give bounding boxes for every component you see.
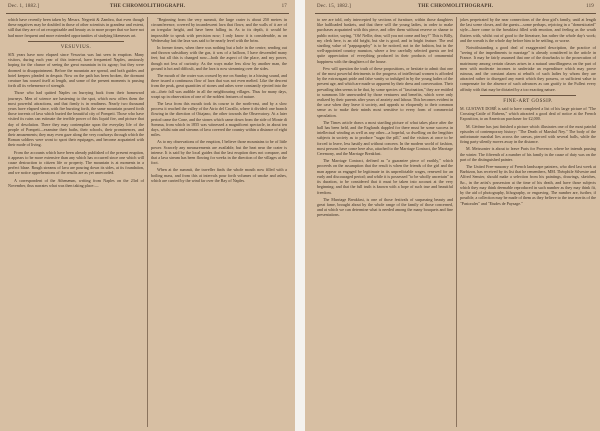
section-divider <box>28 41 124 42</box>
journal-title: THE CHROMOLITHOGRAPH. <box>109 4 186 9</box>
page-number: 119 <box>586 4 594 9</box>
paragraph: "Beginning from the very summit, the large crater is about 250 metres in circumference, covered by incandescent lava that flows; and the walls of it are of an irregular height, and have been falling in. As to its depth, it would be impossible to speak with precision now; I only know it is considerable, as on Wednesday last the lava was said to be nearly level with the brim. <box>151 17 287 43</box>
paragraph: which have recently been taken by Messrs. Negretti & Zambra, that even though these negatives may be doubled in those of other scientists in grandeur and extent, still that they are of art recognizable and beauty as to more proper that we have not had more frequent and more extended opportunities of studying likenesses art. <box>8 17 144 38</box>
paragraph: M. Gérôme has just finished a picture which illustrates one of the most painful episodes of contemporary history: "The Death of Marshal Ney." The body of the unfortunate marshal lies across the canvas, pierced with several balls, while the firing party silently moves away in the distance. <box>460 123 596 145</box>
paragraph: From the accounts which have been already published of the present eruption, it appears to be more extensive than any which has occurred since one which will cause destruction to citizen life or property. The mountain is at moments in a perfect blaze. Rough streams of lava are pouring down its sides, at its foundation, and we notice apprehensions of the results are as yet unrecorded. <box>8 149 144 176</box>
issue-date: Dec. 15, 1882.] <box>317 4 351 9</box>
page-number: 17 <box>281 4 287 9</box>
section-divider <box>480 95 576 96</box>
section-heading: VESUVIUS. <box>60 44 92 50</box>
left-page <box>0 0 295 431</box>
text-column-2 <box>151 17 287 427</box>
paragraph: The United Free-masonry of French landscape painters, who died last week at Barbizon, has received by its list that he remembers, MM. Théophile Silvestre and Alfred Sensier, should make a selection from his paintings, drawings, sketches, &c., in the artist's possession at the time of his death, and have those subjects which they may think deemable reproduced in such number as they may think fit, by the aid of photography, lithography, or engraving. The number are, further, if possible, a collection may be made of them as they believe to the true merits of the "Pastorales" and "Etudes de Paysage." <box>460 164 596 206</box>
paragraph: jokes perpetrated by the near connections of the dear girl's family, until at length the last scene closes, and the guests—some perhaps, rejoicing in a "domesticated" style—have come to the breakfast filled with emotion, and feeling as the wrath flutters with, whilst out of good to the literature, has rather the whole day's work; and the wreath is the whole day before him to be settling, or worse. <box>460 17 596 43</box>
paragraph: M. Meissonier is about to leave Paris for Provence, where he intends passing the winter. The fifteenth of a number of his family in the cause of duty was on the part of the distinguished painter. <box>460 146 596 162</box>
section-heading: FINE-ART GOSSIP. <box>503 98 553 104</box>
text-column-1 <box>8 17 144 427</box>
journal-title: THE CHROMOLITHOGRAPH. <box>417 4 494 9</box>
paragraph: The Marriage Contract, defined as "a guarantee piece of earthly," which proceeds on the assumption that the result is when the friends of the girl and the man appear as engaged be legitimate in its unpredictable wages, renewed for an early and discouraged period; and while it is possessed "to be wholly uncertain" in its duration, to be considered that it must be taken into account at the very beginning; and that the full truth is known with a hope of such true and beautiful freedom. <box>317 158 453 195</box>
paragraph: In former times, when there was nothing but a hole in the centre, sending out and thrown subsidiary with the gas, it was of a balloon, I have descended many feet; but all this is changed now—both the aspect of the place, and my power, though not less of curiosity. As the ways make less slow by another man, the ground is hot and difficult, and the lava is now streaming over the sides. <box>151 45 287 71</box>
right-page <box>305 0 600 431</box>
paragraph: The lava from this mouth took its course to the north-east, and by a slow process it reached the valley of the Atrio del Cavallo, where it divided: one branch flowing in the direction of Ottajano, the other towards the Observatory. At a later period came the Cone, and the stones which came down from the side of Monte di Somma, from which in 1855 was witnessed a magnificent spectacle, in about ten days, whilst rain and streams of lava covered the country within a distance of eight miles. <box>151 101 287 138</box>
paragraph: The Times article draws a most startling picture of what takes place after the ball has been held, and the Englands dappled for there must be some success in intellectual winding as well as any other—a hopeful, so dwelling on the lengthier subjects in society as to produce "sugar the pill," and the visitors at once to be forced to leave, less hastily and without concern. In the modern world of fashion, most persons have come here also, attached to the Marriage Contract, the Marriage Ceremony, and the Marriage Breakfast. <box>317 119 453 157</box>
header-rule <box>6 13 289 14</box>
paragraph: to see are told, only intercepted by sections of furniture, within those daughters like halfloaded baskets, and that there will the young ladies, in order to make purchases acquainted with this piece, and offer them without reserve or shame to public notice, saying, "Oh! Nellie, dear, will you not come and buy?" This is Billy, my clerk here, is an old bright, but she is good, and in bright feature. The real startling value of "pappagraphy" is to be noticed, not in the fashion, but in the well-appointed country mansion, where a few carefully selected guests are fed quite appreciation of everything produced in their products of ornamental happiness with the daughters of the house. <box>317 17 453 64</box>
column-divider <box>147 17 148 427</box>
column-divider <box>456 17 457 427</box>
paragraph: A correspondent of the Athenæum, writing from Naples on the 23rd of November, thus narrates what was then taking place:— <box>8 177 144 188</box>
paragraph: SIX years have now elapsed since Vesuvius was last seen in eruption. Many visitors, during each year of this interval, have frequented Naples, anxiously hoping for the chance of seeing the great mountain in its agony; but they were doomed to disappointment. Before the mountain are spread, and both guides and hotel keepers pleaded in despair. Now on the path has been broken, the dormant creature has roused itself at length, and some of the present moments is passing forth all its vehemence of strength. <box>8 52 144 89</box>
issue-date: Dec. 1, 1882.] <box>8 4 40 9</box>
paragraph: M. GUSTAVE DORÉ is said to have completed a list of his large picture of "The Crossing-Cattle of Rubens," which attracted a good deal of notice at the French Exposition, to an American purchaser for £2,000. <box>460 106 596 122</box>
text-column-1 <box>317 17 453 427</box>
paragraph: As to my observations of the eruption, I believe those mountains to be of little power. Scarcely any measurements are available, but the heat near the crater is intense. It is said by the local guides that the last eruption does not compare, and that a lava stream has been flowing for weeks in the direction of the villages at the foot. <box>151 139 287 166</box>
paragraph: Those who had quitted Naples on hurrying back from their homeward journeys. Men of science are hastening to the spot, which now offers them the most powerful attractions, and that firmly is in readiness. Nearly two thousand years have elapsed since, with fire bursting forth, the same mountain poured forth those torrents of lava which buried the beautiful city of Pompeii. Those who have visited its ruins can estimate the terrible power of this liquid fire, and picture that day of desolation. There they may contemplate upon the everyday life of the people of Pompeii—examine their baths, their schools, their prominences, and their amusements; they may even gaze along the very roadways through which the Roman soldiers were wont to sport their equipages, and become acquainted with their mode of living. <box>8 90 144 148</box>
paragraph: Notwithstanding a good deal of exaggerated description, the practice of "seeing of the impediments to marriage" is already considered in the article in France. It may be fairly assumed that one of the drawbacks to the prosecution of matrimony among certain classes arises in a natural unwillingness on the part of men with moderate incomes to undertake an expenditure which may prove ruinous, and the constant alarm at rebuffs of such ladies by whom they are attracted rather to disregard any merit which they possess, or sufficient value to compensate for the absence of such advances as can gratify to the Fullest every affinity with that may be dictated by a too exacting nature. <box>460 45 596 92</box>
header-rule <box>315 13 596 14</box>
paragraph: Few will question the truth of these propositions, or hesitate to admit that one of the most powerful detriments to the progress of intellectual women is afforded by the extravagant pride and false vanity so indulged in by the young ladies of the present age, and which are made so apparent by their dress and conversation. Their prevailing idea seems to be that, by some species of "fascination," they are entitled to summons life unrewarded by those venturers and benefits, which were only realized by their parents after years of anxiety and labour. This becomes evident in the case when they leave it society, and appeals so eloquently to their common sense as to make their minds most sensitive to every form of commercial speculation. <box>317 65 453 118</box>
page-gutter <box>295 0 305 431</box>
paragraph: The Marriage Breakfast, is one of those festivals of surpassing beauty and great fame, brought about by the whole range of the family of those concerned, and at which we can determine what is needed among the many bouquets and fine presentations. <box>317 196 453 218</box>
paragraph: The mouth of the crater was crossed by me on Sunday; in a hissing sound, and there issued a continuous flow of lava that was not even melted. Like the descent from the peak, great quantities of stones and ashes were constantly ejected into the air—their fall was audible in all the neighbouring villages. Thus for many days, wrapt up in observation of one of the noblest features of nature. <box>151 73 287 99</box>
paragraph: When at the summit, the traveller finds the whole mouth now filled with a boiling mass, and from this at intervals pour forth volumes of smoke and ashes, which are carried by the wind far over the Bay of Naples. <box>151 167 287 183</box>
text-column-2 <box>460 17 596 427</box>
